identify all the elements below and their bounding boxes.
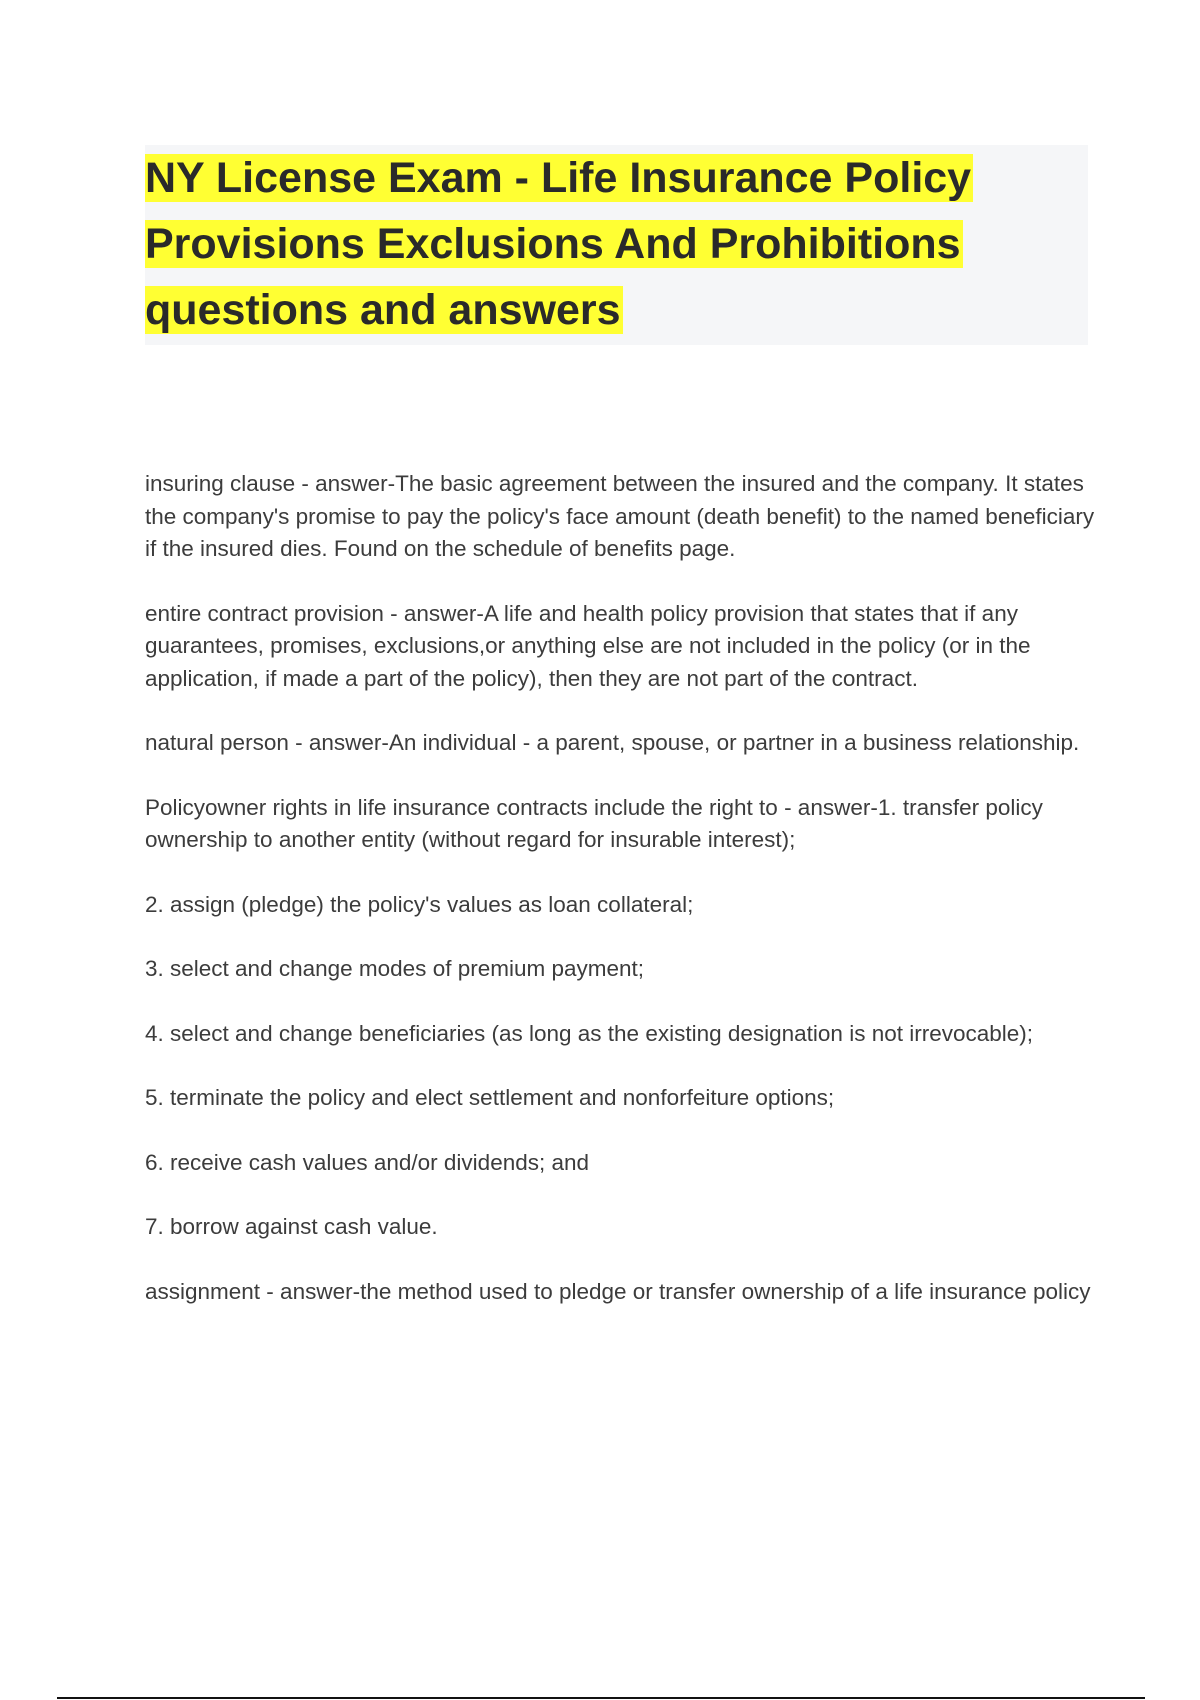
paragraph-entire-contract-provision: entire contract provision - answer-A life and health policy provision that states that if any guarantees, promises, exclusions,or anything else are not included in the policy (or in the application, if made a part of the policy), then they are not part of the contract.	[145, 600, 1031, 691]
page-title	[145, 145, 1088, 343]
footer-divider	[57, 1697, 1145, 1699]
list-item-beneficiaries: 4. select and change beneficiaries (as long as the existing designation is not irrevocable);	[145, 1020, 1034, 1046]
paragraph-policyowner-rights: Policyowner rights in life insurance contracts include the right to - answer-1. transfer policy ownership to another entity (without regard for insurable interest);	[145, 794, 1043, 852]
list-item-cash-values: 6. receive cash values and/or dividends; and	[145, 1149, 590, 1175]
title-block	[145, 145, 1088, 345]
list-item-premium-modes: 3. select and change modes of premium payment;	[145, 956, 645, 981]
title-highlight: NY License Exam - Life Insurance Policy Provisions Exclusions And Prohibitions questions and answers	[145, 154, 972, 334]
paragraph-insuring-clause: insuring clause - answer-The basic agreement between the insured and the company. It states the company's promise to pay the policy's face amount (death benefit) to the named beneficiary if the insured dies. Found on the schedule of benefits page.	[145, 471, 1095, 561]
list-item-borrow: 7. borrow against cash value.	[145, 1214, 438, 1239]
list-item-terminate: 5. terminate the policy and elect settlement and nonforfeiture options;	[145, 1085, 835, 1110]
paragraph-natural-person: natural person - answer-An individual - a parent, spouse, or partner in a business relationship.	[145, 730, 1080, 755]
paragraph-assignment: assignment - answer-the method used to pledge or transfer ownership of a life insurance policy	[145, 1278, 1091, 1304]
document-body	[145, 468, 1095, 1340]
list-item-assign: 2. assign (pledge) the policy's values as loan collateral;	[145, 891, 694, 917]
